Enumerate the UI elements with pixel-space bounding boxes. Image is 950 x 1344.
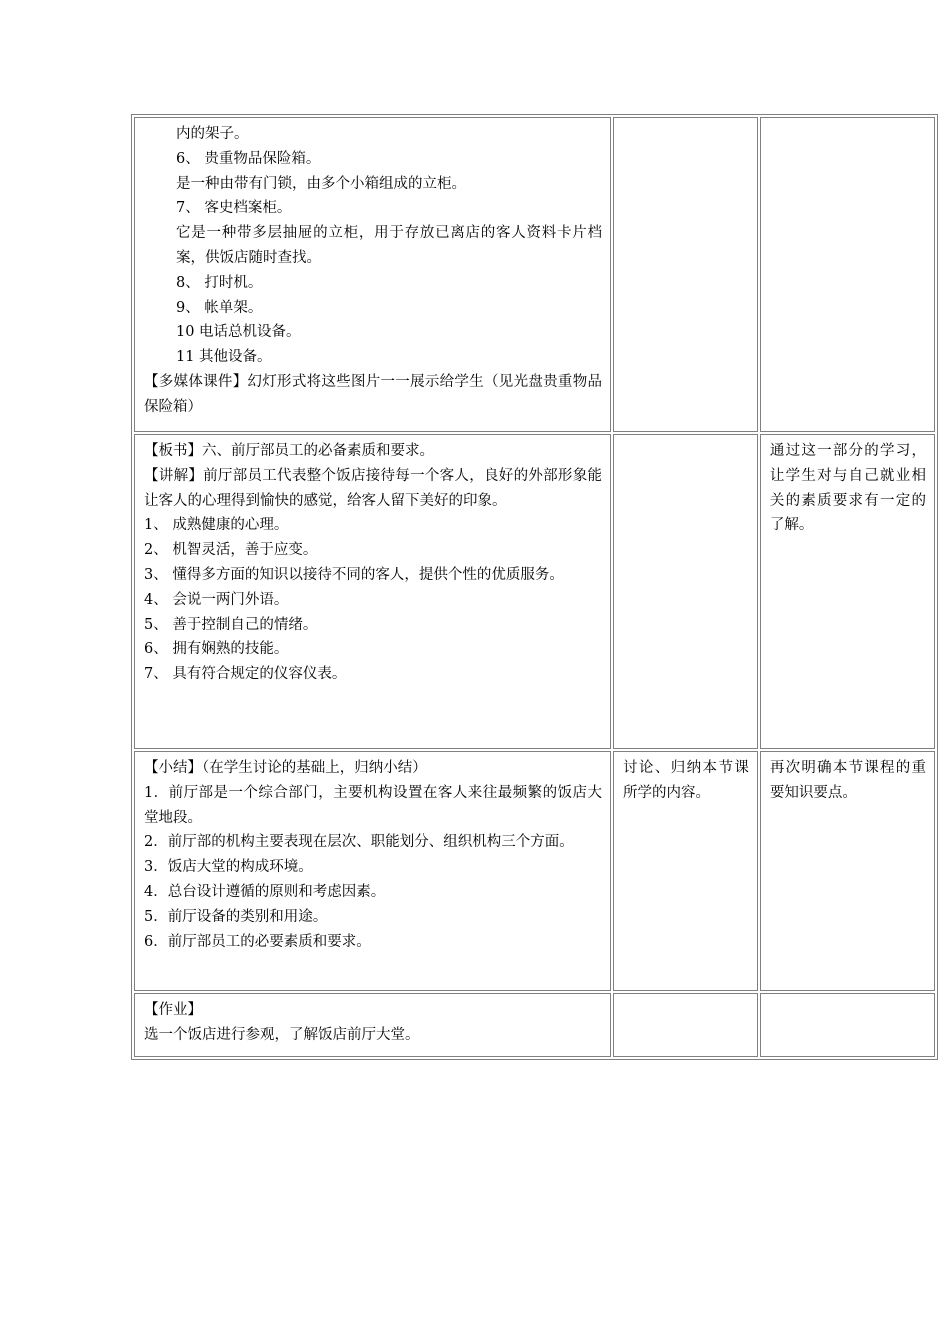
list-item: 8、 打时机。 bbox=[176, 274, 263, 291]
list-item: 7、 客史档案柜。 bbox=[176, 200, 292, 217]
explanation: 【讲解】前厅部员工代表整个饭店接待每一个客人，良好的外部形象能让客人的心理得到愉快的感觉，给客人留下美好的印象。 bbox=[144, 467, 602, 509]
list-item: 5、 善于控制自己的情绪。 bbox=[144, 616, 318, 633]
list-item: 1．前厅部是一个综合部门，主要机构设置在客人来往最频繁的饭店大堂地段。 bbox=[144, 784, 602, 826]
list-item: 7、 具有符合规定的仪容仪表。 bbox=[144, 666, 347, 683]
activity-cell bbox=[613, 117, 758, 432]
list-item: 9、 帐单架。 bbox=[176, 299, 263, 316]
activity-cell bbox=[613, 434, 758, 749]
list-item: 5．前厅设备的类别和用途。 bbox=[144, 908, 328, 925]
list-item: 6、 拥有娴熟的技能。 bbox=[144, 641, 289, 658]
list-item: 1、 成熟健康的心理。 bbox=[144, 517, 289, 534]
multimedia-note: 【多媒体课件】幻灯形式将这些图片一一展示给学生（见光盘贵重物品保险箱） bbox=[144, 373, 602, 415]
purpose-cell bbox=[760, 117, 935, 432]
homework-heading: 【作业】 bbox=[144, 1002, 202, 1018]
list-item: 4．总台设计遵循的原则和考虑因素。 bbox=[144, 883, 386, 900]
list-item: 4、 会说一两门外语。 bbox=[144, 591, 289, 608]
summary-heading: 【小结】（在学生讨论的基础上，归纳小结） bbox=[144, 760, 427, 776]
text-line: 内的架子。 bbox=[176, 126, 249, 142]
activity-cell bbox=[613, 993, 758, 1057]
purpose-cell bbox=[760, 993, 935, 1057]
content-cell bbox=[134, 751, 611, 991]
table-row bbox=[134, 751, 935, 991]
list-item: 3、 懂得多方面的知识以接待不同的客人，提供个性的优质服务。 bbox=[144, 566, 564, 583]
board-heading: 【板书】六、前厅部员工的必备素质和要求。 bbox=[144, 443, 434, 459]
list-item: 6．前厅部员工的必要素质和要求。 bbox=[144, 933, 371, 950]
list-item: 2．前厅部的机构主要表现在层次、职能划分、组织机构三个方面。 bbox=[144, 834, 574, 851]
list-item: 3．饭店大堂的构成环境。 bbox=[144, 859, 313, 876]
purpose-cell: 再次明确本节课程的重要知识要点。 bbox=[760, 751, 935, 991]
activity-cell: 讨论、归纳本节课所学的内容。 bbox=[613, 751, 758, 991]
content-cell bbox=[134, 993, 611, 1057]
table-row bbox=[134, 117, 935, 432]
table-row bbox=[134, 434, 935, 749]
list-item: 2、 机智灵活，善于应变。 bbox=[144, 542, 318, 559]
text-line: 它是一种带多层抽屉的立柜，用于存放已离店的客人资料卡片档案，供饭店随时查找。 bbox=[176, 225, 602, 266]
list-item: 6、 贵重物品保险箱。 bbox=[176, 150, 321, 167]
table-row bbox=[134, 993, 935, 1057]
content-cell bbox=[134, 434, 611, 749]
text-line: 是一种由带有门锁，由多个小箱组成的立柜。 bbox=[176, 175, 466, 192]
homework-text: 选一个饭店进行参观，了解饭店前厅大堂。 bbox=[144, 1026, 420, 1043]
list-item: 11 其他设备。 bbox=[176, 349, 272, 366]
purpose-cell: 通过这一部分的学习，让学生对与自己就业相关的素质要求有一定的了解。 bbox=[760, 434, 935, 749]
content-cell bbox=[134, 117, 611, 432]
lesson-plan-table bbox=[131, 114, 938, 1060]
list-item: 10 电话总机设备。 bbox=[176, 324, 301, 341]
